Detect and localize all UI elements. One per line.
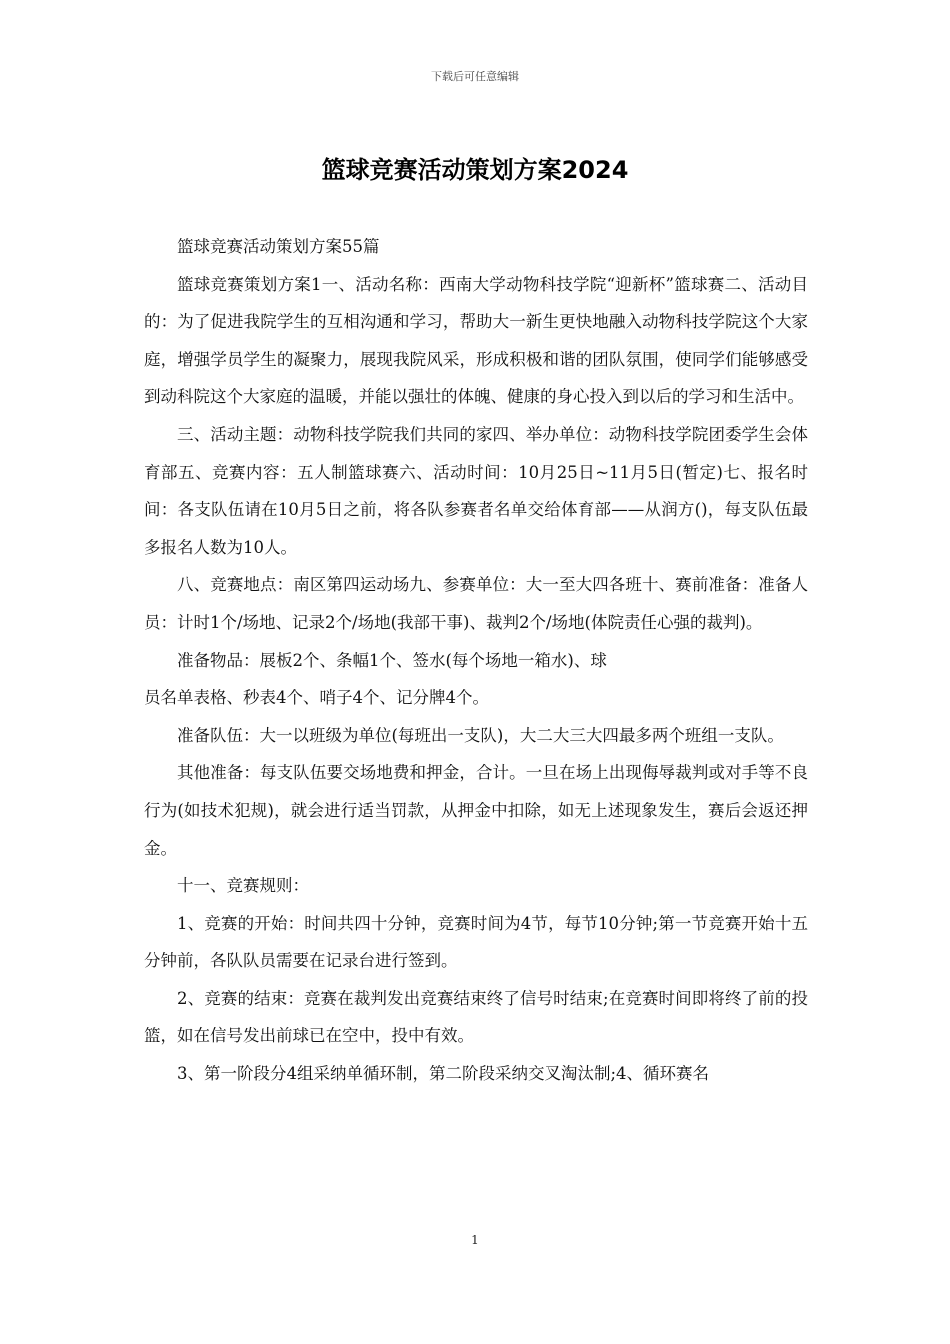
paragraph: 1、竞赛的开始：时间共四十分钟，竞赛时间为4节，每节10分钟;第一节竞赛开始十五分钟前，各队队员需要在记录台进行签到。 bbox=[144, 913, 808, 971]
paragraph: 八、竞赛地点：南区第四运动场九、参赛单位：大一至大四各班十、赛前准备：准备人员：计时1个/场地、记录2个/场地(我部干事)、裁判2个/场地(体院责任心强的裁判)。 bbox=[144, 575, 808, 632]
paragraph: 准备物品：展板2个、条幅1个、签水(每个场地一箱水)、球 bbox=[177, 650, 607, 670]
paragraph-continuation: 员名单表格、秒表4个、哨子4个、记分牌4个。 bbox=[144, 688, 489, 708]
paragraph: 篮球竞赛策划方案1一、活动名称：西南大学动物科技学院“迎新杯”篮球赛二、活动目的：为了促进我院学生的互相沟通和学习，帮助大一新生更快地融入动物科技学院这个大家庭，增强学员学生的凝聚力，展现我院风采，形成积极和谐的团队氛围，使同学们能够感受到动科院这个大家庭的温暖，并能以强壮的体魄、健康的身心投入到以后的学习和生活中。 bbox=[144, 274, 808, 407]
paragraph: 其他准备：每支队伍要交场地费和押金，合计。一旦在场上出现侮辱裁判或对手等不良行为(如技术犯规)，就会进行适当罚款，从押金中扣除，如无上述现象发生，赛后会返还押金。 bbox=[144, 763, 808, 858]
document-body bbox=[144, 228, 808, 1093]
section-heading: 十一、竞赛规则： bbox=[177, 876, 309, 896]
paragraph: 3、第一阶段分4组采纳单循环制，第二阶段采纳交叉淘汰制;4、循环赛名 bbox=[177, 1064, 710, 1084]
paragraph-subtitle: 篮球竞赛活动策划方案55篇 bbox=[177, 237, 380, 256]
paragraph: 2、竞赛的结束：竞赛在裁判发出竞赛结束终了信号时结束;在竞赛时间即将终了前的投篮，如在信号发出前球已在空中，投中有效。 bbox=[144, 988, 808, 1046]
header-note: 下载后可任意编辑 bbox=[431, 70, 519, 83]
document-title: 篮球竞赛活动策划方案2024 bbox=[321, 156, 629, 184]
paragraph: 准备队伍：大一以班级为单位(每班出一支队)，大二大三大四最多两个班组一支队。 bbox=[177, 725, 784, 745]
page-number: 1 bbox=[471, 1233, 479, 1247]
paragraph: 三、活动主题：动物科技学院我们共同的家四、举办单位：动物科技学院团委学生会体育部五、竞赛内容：五人制篮球赛六、活动时间：10月25日~11月5日(暂定)七、报名时间：各支队伍请在10月5日之前，将各队参赛者名单交给体育部——从润方()，每支队伍最多报名人数为10人。 bbox=[144, 424, 808, 557]
